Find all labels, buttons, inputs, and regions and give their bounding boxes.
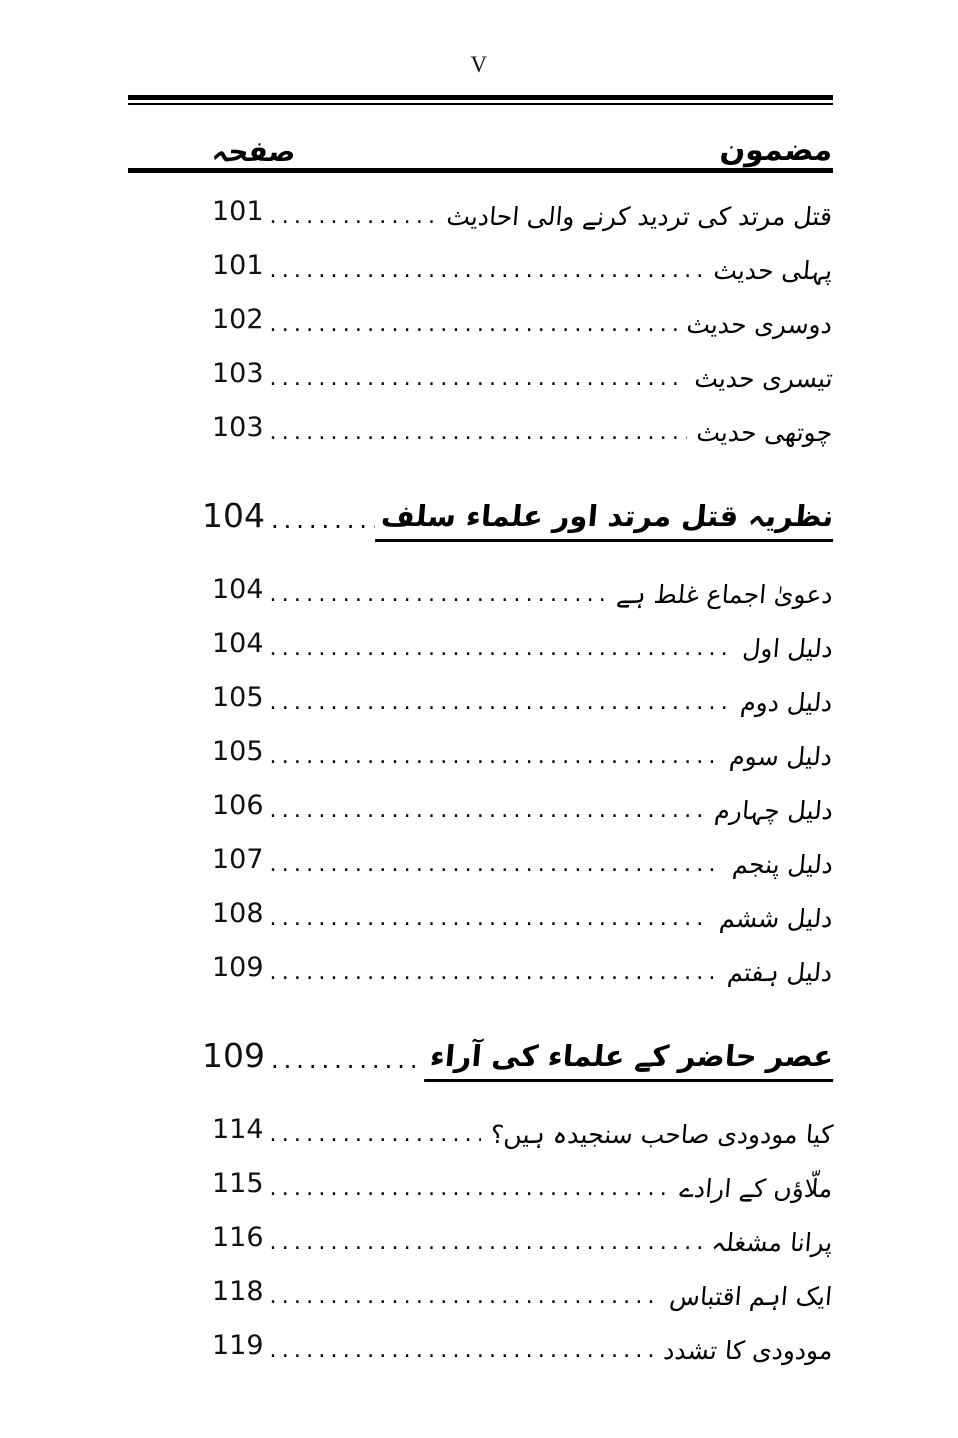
toc-entry-title: دلیل ششم: [718, 903, 834, 933]
dot-leader: [270, 936, 719, 990]
toc-entry-page-number: 102: [212, 304, 264, 335]
toc-entry-title: دلیل دوم: [739, 687, 834, 717]
toc-entry-page-number: 101: [212, 196, 264, 227]
dot-leader: [270, 1314, 654, 1368]
toc-entry-title: قتل مرتد کی تردید کرنے والی احادیث: [445, 201, 834, 231]
toc-entry[interactable]: [128, 828, 833, 882]
toc-entry-page-number: 119: [212, 1330, 264, 1361]
section-spacer: [128, 1082, 833, 1098]
dot-leader: [270, 1098, 481, 1152]
toc-entry-title: کیا مودودی صاحب سنجیدہ ہیں؟: [488, 1119, 834, 1149]
toc-entry[interactable]: [128, 720, 833, 774]
toc-entry[interactable]: [128, 396, 833, 450]
dot-leader: [270, 720, 721, 774]
dot-leader: [270, 666, 732, 720]
toc-entry-page-number: 109: [202, 1036, 265, 1075]
section-spacer: [128, 542, 833, 558]
toc-entry[interactable]: [128, 558, 833, 612]
toc-entry-title: تیسری حدیث: [693, 363, 834, 393]
section-spacer: [128, 990, 833, 1016]
toc-entry[interactable]: [128, 666, 833, 720]
toc-entry-title: چوتھی حدیث: [695, 417, 834, 447]
dot-leader: [270, 882, 710, 936]
dot-leader: [270, 1152, 671, 1206]
toc-entry[interactable]: [128, 1260, 833, 1314]
toc-entry-page-number: 103: [212, 358, 264, 389]
toc-entry-title: دلیل اول: [740, 633, 834, 663]
toc-entry[interactable]: [128, 936, 833, 990]
toc-entry[interactable]: [128, 1206, 833, 1260]
dot-leader: [270, 828, 723, 882]
toc-entry[interactable]: [128, 234, 833, 288]
toc-entry-page-number: 104: [212, 574, 264, 605]
toc-entry-page-number: 107: [212, 844, 264, 875]
dot-leader: [270, 396, 688, 450]
toc-entry[interactable]: [128, 612, 833, 666]
toc-entry-page-number: 106: [212, 790, 264, 821]
dot-leader: [270, 234, 705, 288]
dot-leader: [271, 476, 375, 542]
toc-entry-page-number: 104: [212, 628, 264, 659]
toc-entry-page-number: 115: [212, 1168, 264, 1199]
toc-entry-title: دلیل ہفتم: [726, 957, 834, 987]
toc-entry-page-number: 118: [212, 1276, 264, 1307]
toc-entry-title: دعویٰ اجماع غلط ہے: [615, 579, 834, 609]
toc-section-heading[interactable]: [128, 1016, 833, 1082]
dot-leader: [270, 612, 733, 666]
toc-entry-page-number: 101: [212, 250, 264, 281]
toc-entry-title: مودودی کا تشدد: [662, 1335, 834, 1365]
toc-entry-title: پرانا مشغلہ: [710, 1227, 834, 1257]
dot-leader: [270, 288, 678, 342]
toc-entry-title: ملّاؤں کے ارادے: [678, 1173, 834, 1203]
page-folio: V: [470, 52, 488, 77]
toc-entry-title: پہلی حدیث: [712, 255, 834, 285]
toc-entry-title: دلیل پنجم: [730, 849, 834, 879]
column-header-page: صفحہ: [210, 134, 298, 168]
toc-section-heading[interactable]: [128, 476, 833, 542]
toc-entry[interactable]: [128, 1314, 833, 1368]
toc-entry-title: دوسری حدیث: [685, 309, 834, 339]
dot-leader: [271, 1016, 424, 1082]
toc-entry-title: نظریہ قتل مرتد اور علماء سلف: [375, 501, 837, 542]
dot-leader: [270, 1260, 661, 1314]
toc-entry-page-number: 108: [212, 898, 264, 929]
dot-leader: [270, 774, 705, 828]
dot-leader: [270, 342, 685, 396]
rule-thick-line: [128, 168, 833, 173]
toc-entry[interactable]: [128, 288, 833, 342]
toc-entry-page-number: 116: [212, 1222, 264, 1253]
toc-entry-page-number: 105: [212, 682, 264, 713]
header-bottom-rule: [128, 168, 833, 173]
toc-entry-title: دلیل سوم: [728, 741, 834, 771]
section-spacer: [128, 450, 833, 476]
toc-entry-page-number: 104: [202, 496, 265, 535]
column-header-subject: مضمون: [718, 132, 835, 168]
toc-entry[interactable]: [128, 882, 833, 936]
toc-entry-list: [128, 180, 833, 1368]
column-headers: [128, 104, 833, 166]
toc-entry-page-number: 103: [212, 412, 264, 443]
toc-entry-page-number: 105: [212, 736, 264, 767]
toc-entry-title: عصر حاضر کے علماء کی آراء: [424, 1041, 837, 1082]
toc-entry[interactable]: [128, 342, 833, 396]
toc-entry[interactable]: [128, 1152, 833, 1206]
toc-entry-title: دلیل چہارم: [712, 795, 834, 825]
toc-entry[interactable]: [128, 180, 833, 234]
toc-entry-page-number: 114: [212, 1114, 264, 1145]
dot-leader: [270, 1206, 703, 1260]
dot-leader: [270, 180, 438, 234]
toc-entry-title: ایک اہم اقتباس: [668, 1281, 834, 1311]
toc-entry-page-number: 109: [212, 952, 264, 983]
toc-entry[interactable]: [128, 1098, 833, 1152]
toc-entry[interactable]: [128, 774, 833, 828]
dot-leader: [270, 558, 607, 612]
